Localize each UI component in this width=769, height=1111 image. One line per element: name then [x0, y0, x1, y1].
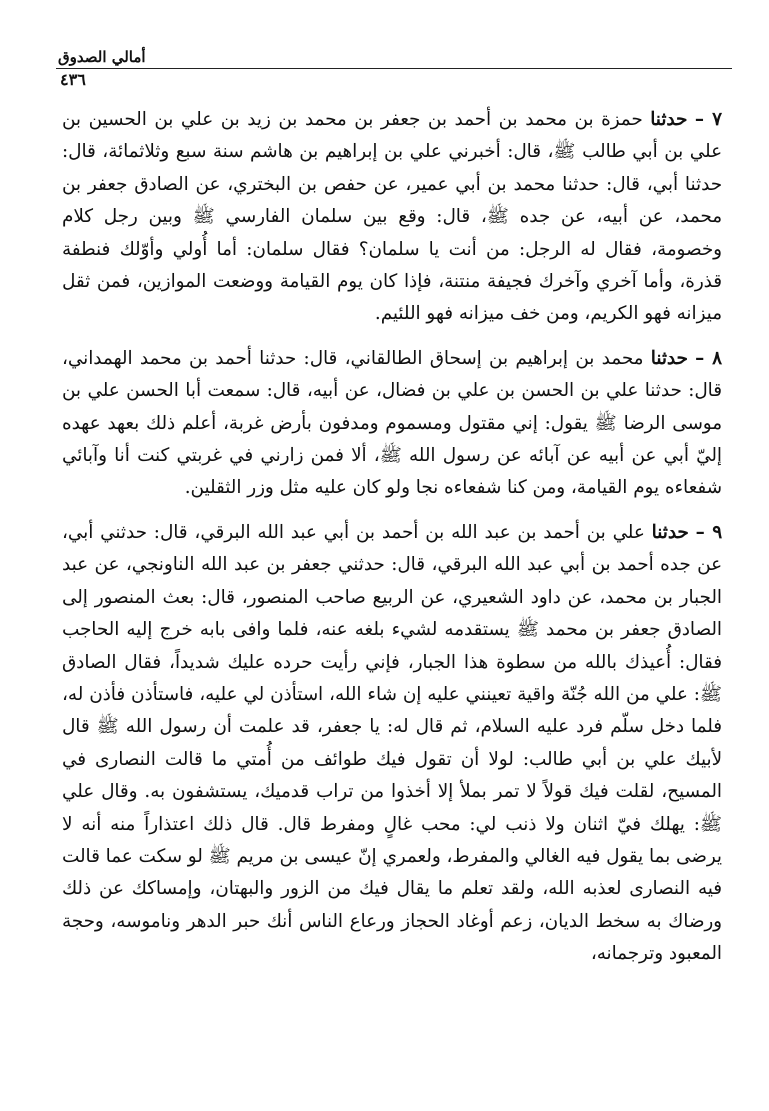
page-number: ٤٣٦ — [60, 70, 86, 89]
paragraph-number: ٨ – — [695, 347, 722, 369]
paragraph-number: ٩ – — [695, 521, 723, 543]
paragraph-lead: حدثنا — [651, 521, 689, 543]
paragraph-text: حمزة بن محمد بن أحمد بن جعفر بن محمد بن زيد بن علي بن الحسين بن علي بن أبي طالب ﷺ، قال: أخبرني علي بن إبراهيم بن هاشم سنة سبع وثلاثمائة، قال: حدثنا أبي، قال: حدثنا محمد بن أبي عمير، عن حفص بن البختري، عن الصادق جعفر بن محمد، عن أبيه، عن جده ﷺ، قال: وقع بين سلمان الفارسي ﷺ وبين رجل كلام وخصومة، فقال له الرجل: من أنت يا سلمان؟ فقال سلمان: أما أُولي وأوّلك فنطفة قذرة، وأما آخري وآخرك فجيفة منتنة، فإذا كان يوم القيامة ووضعت الموازين، فمن ثقل ميزانه فهو الكريم، ومن خف ميزانه فهو اللئيم. — [62, 109, 722, 325]
header-divider — [56, 68, 732, 69]
paragraph-9 — [62, 517, 722, 971]
paragraph-text: محمد بن إبراهيم بن إسحاق الطالقاني، قال: حدثنا أحمد بن محمد الهمداني، قال: حدثنا علي بن الحسن بن علي بن فضال، عن أبيه، قال: سمعت أبا الحسن علي بن موسى الرضا ﷺ يقول: إني مقتول ومسموم ومدفون بأرض غربة، أعلم ذلك بعهد عهده إليّ أبي عن أبيه عن آبائه عن رسول الله ﷺ، ألا فمن زارني في غربتي كنت أنا وآبائي شفعاءه يوم القيامة، ومن كنا شفعاءه نجا ولو كان عليه مثل وزر الثقلين. — [62, 347, 722, 499]
paragraph-7 — [62, 104, 722, 331]
paragraph-lead: حدثنا — [650, 347, 688, 369]
body-text — [62, 104, 722, 983]
paragraph-number: ٧ – — [694, 109, 722, 130]
paragraph-text: علي بن أحمد بن عبد الله بن أحمد بن أبي عبد الله البرقي، قال: حدثني أبي، عن جده أحمد بن أبي عبد الله البرقي، قال: حدثني جعفر بن عبد الله الناونجي، عن عبد الجبار بن محمد، عن داود الشعيري، عن الربيع صاحب المنصور، قال: بعث المنصور إلى الصادق جعفر بن محمد ﷺ يستقدمه لشيء بلغه عنه، فلما وافى بابه خرج إليه الحاجب فقال: أُعيذك بالله من سطوة هذا الجبار، فإني رأيت حرده عليك شديداً، فقال الصادق ﷺ: علي من الله جُنّة واقية تعينني عليه إن شاء الله، استأذن لي عليه، فاستأذن فأذن له، فلما دخل سلّم فرد عليه السلام، ثم قال له: يا جعفر، قد علمت أن رسول الله ﷺ قال لأبيك علي بن أبي طالب: لولا أن تقول فيك طوائف من أُمتي ما قالت النصارى في المسيح، لقلت فيك قولاً لا تمر بملأ إلا أخذوا من تراب قدميك، يستشفون به. وقال علي ﷺ: يهلك فيّ اثنان ولا ذنب لي: محب غالٍ ومفرط قال. قال ذلك اعتذاراً منه أنه لا يرضى بما يقول فيه الغالي والمفرط، ولعمري إنّ عيسى بن مريم ﷺ لو سكت عما قالت فيه النصارى لعذبه الله، ولقد تعلم ما يقال فيك من الزور والبهتان، وإمساكك عن ذلك ورضاك به سخط الديان، زعم أوغاد الحجاز ورعاع الناس أنك حبر الدهر وناموسه، وحجة المعبود وترجمانه، — [62, 521, 722, 965]
paragraph-8 — [62, 343, 722, 505]
paragraph-lead: حدثنا — [650, 109, 688, 130]
running-header-title: أمالي الصدوق — [58, 48, 146, 66]
